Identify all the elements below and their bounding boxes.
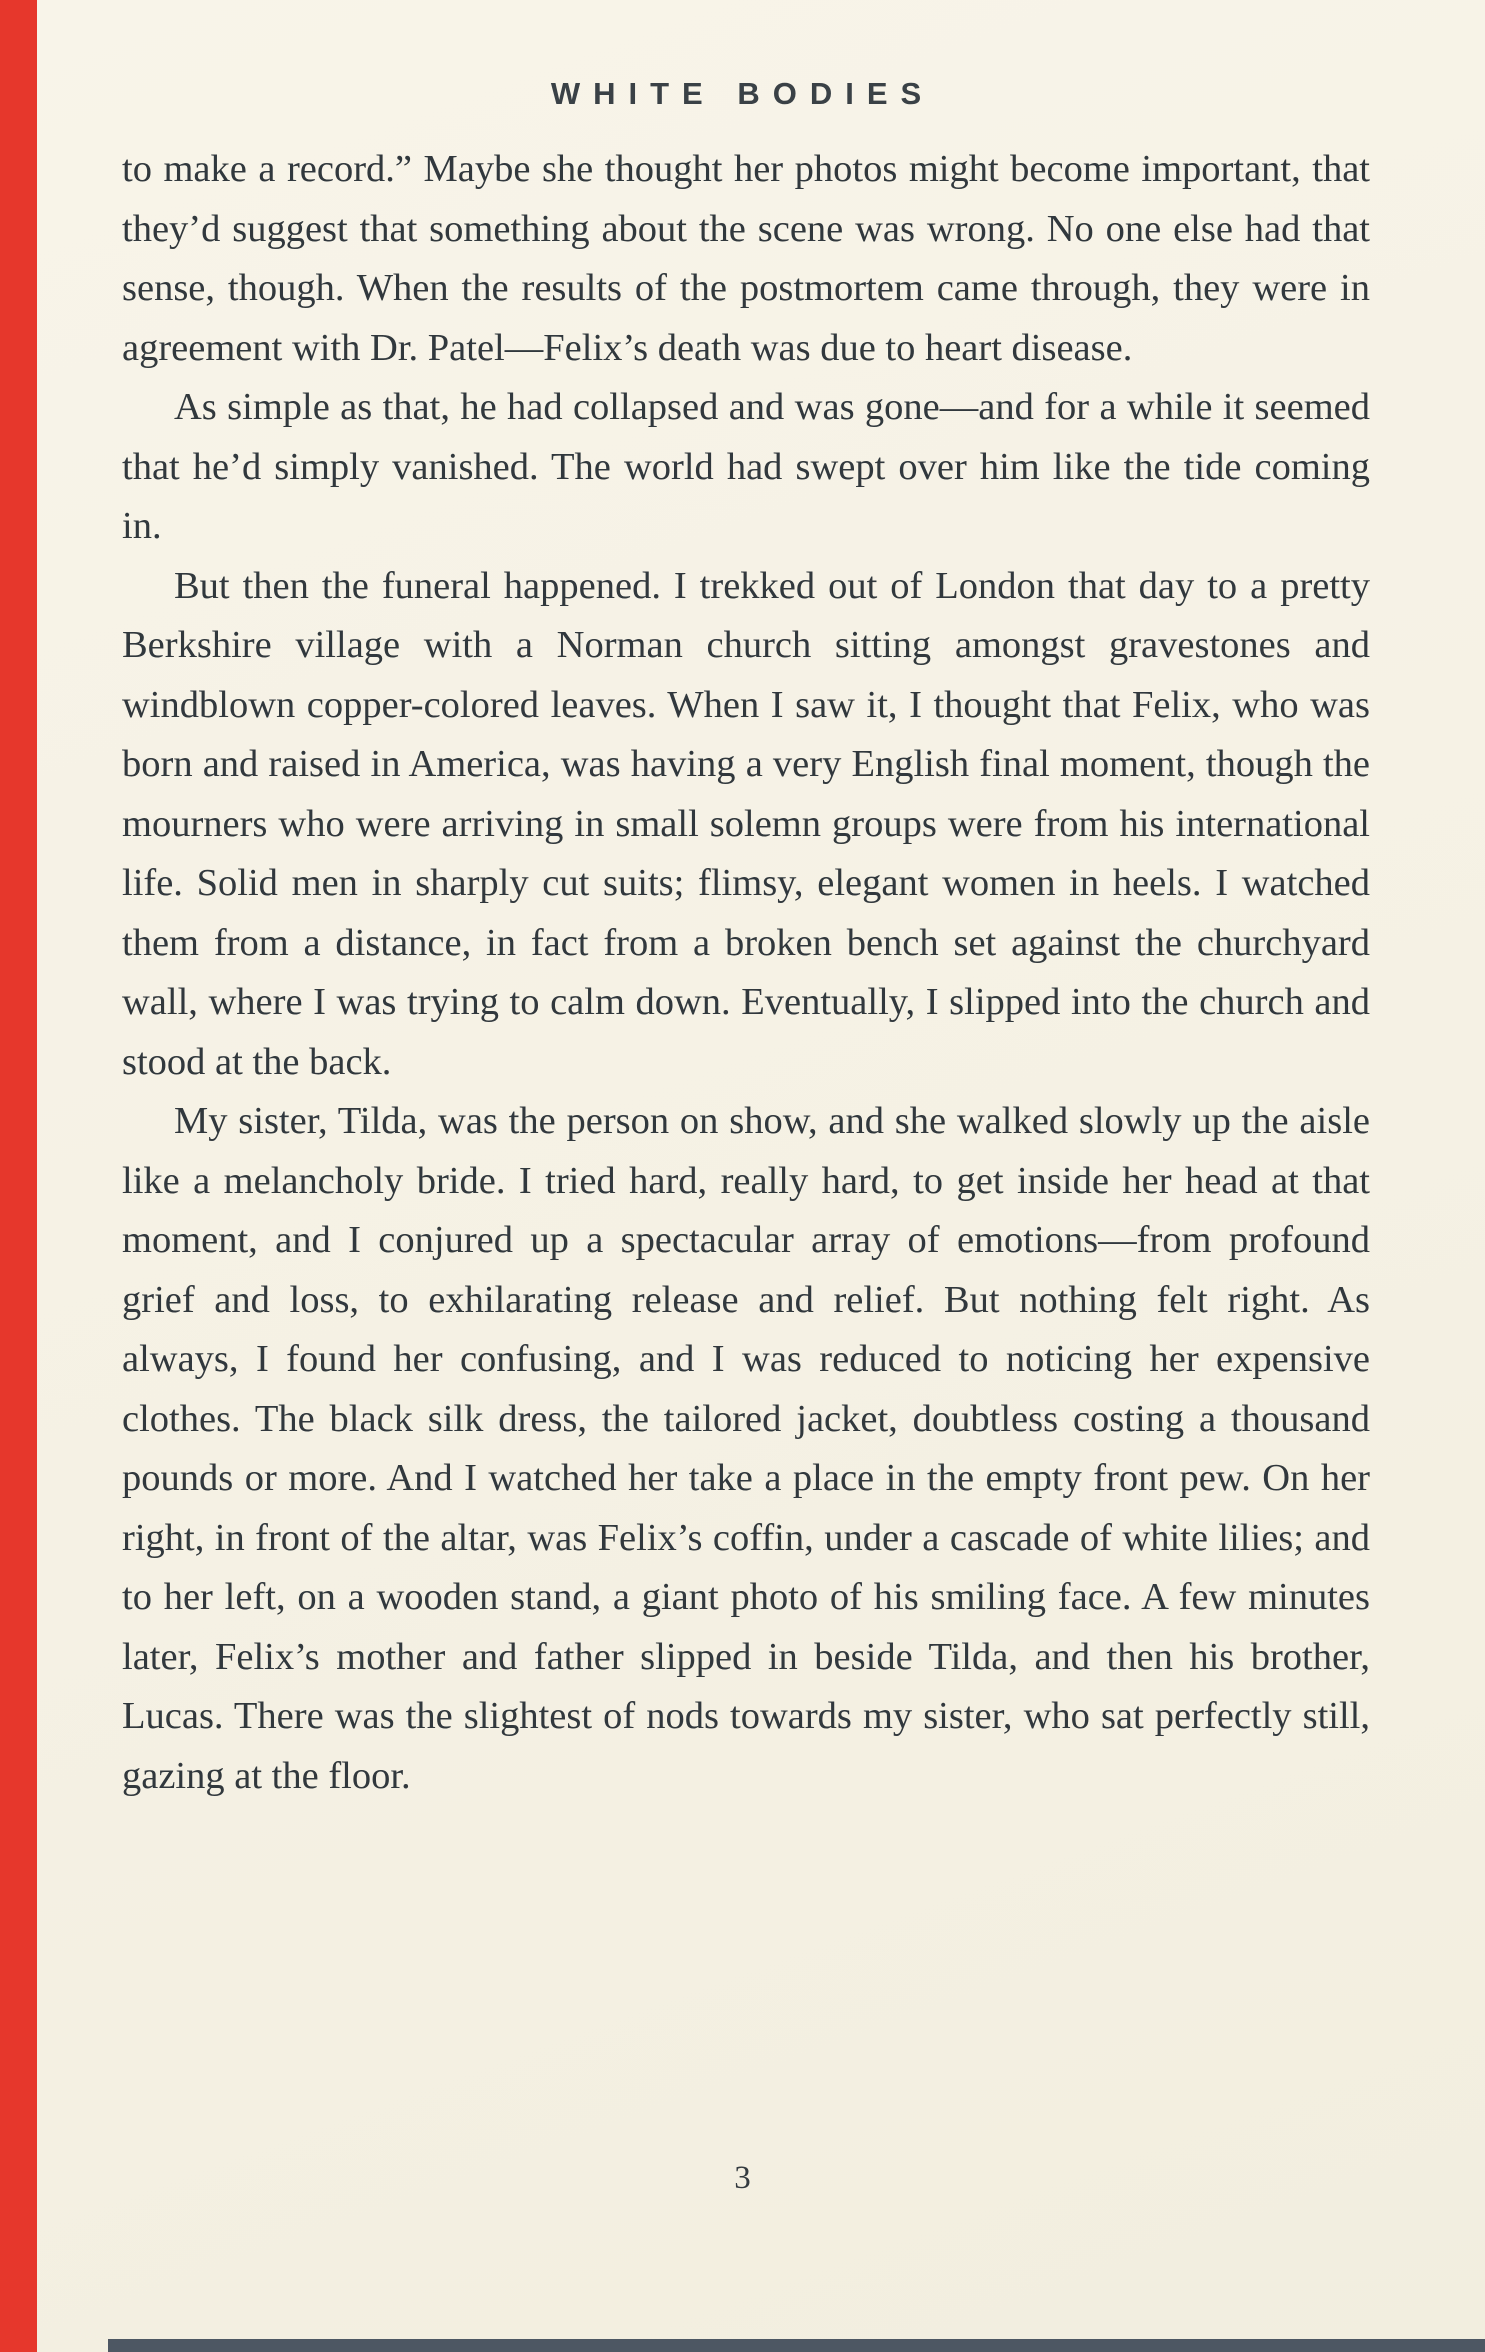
running-header: WHITE BODIES xyxy=(550,76,935,111)
paragraph: to make a record.” Maybe she thought her photos might become important, that they’d suggest that something about the scene was wrong. No one else had that sense, though. When the results of the postmortem came through, they were in agreement with Dr. Patel—Felix’s death was due to heart disease. xyxy=(122,148,1370,369)
paragraph: My sister, Tilda, was the person on show, and she walked slowly up the aisle like a melancholy bride. I tried hard, really hard, to get inside her head at that moment, and I conjured up a spectacular array of emotions—from profound grief and loss, to exhilarating release and relief. But nothing felt right. As always, I found her confusing, and I was reduced to noticing her expensive clothes. The black silk dress, the tailored jacket, doubtless costing a thousand pounds or more. And I watched her take a place in the empty front pew. On her right, in front of the altar, was Felix’s coffin, under a cascade of white lilies; and to her left, on a wooden stand, a giant photo of his smiling face. A few minutes later, Felix’s mother and father slipped in beside Tilda, and then his brother, Lucas. There was the slightest of nods towards my sister, who sat perfectly still, gazing at the floor. xyxy=(122,1100,1370,1797)
page-number: 3 xyxy=(734,2160,751,2196)
bottom-edge-strip xyxy=(108,2339,1485,2352)
paragraph: But then the funeral happened. I trekked out of London that day to a pretty Berkshire village with a Norman church sitting amongst gravestones and windblown copper-colored leaves. When I saw it, I thought that Felix, who was born and raised in America, was having a very English final moment, though the mourners who were arriving in small solemn groups were from his international life. Solid men in sharply cut suits; flimsy, elegant women in heels. I watched them from a distance, in fact from a broken bench set against the churchyard wall, where I was trying to calm down. Eventually, I slipped into the church and stood at the back. xyxy=(122,564,1370,1083)
body-text xyxy=(122,140,1370,1806)
left-red-stripe xyxy=(0,0,37,2352)
paragraph: As simple as that, he had collapsed and was gone—and for a while it seemed that he’d simply vanished. The world had swept over him like the tide coming in. xyxy=(122,386,1370,547)
